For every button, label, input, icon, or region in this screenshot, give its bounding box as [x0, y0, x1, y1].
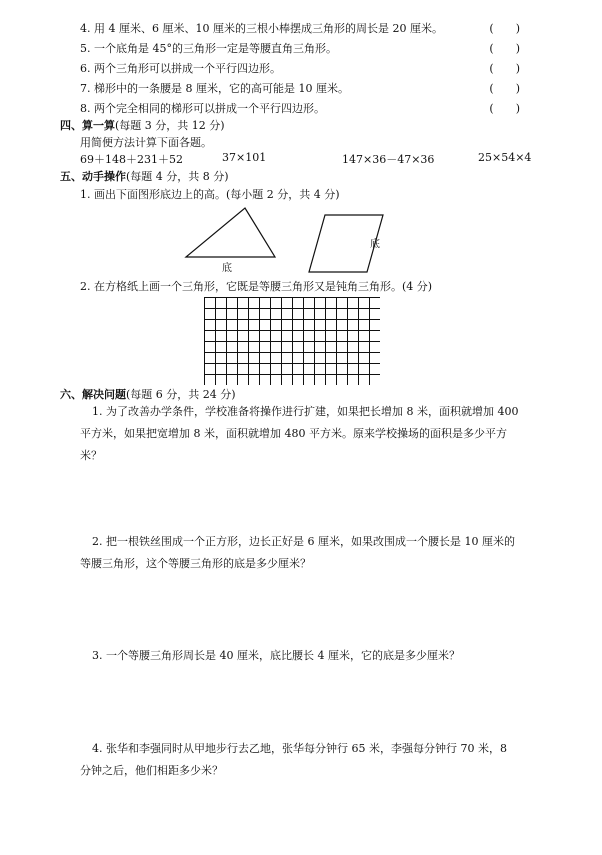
tf-item-8 [80, 100, 520, 116]
section6-title: 六、解决问题 [60, 388, 126, 401]
tf-item-text: 4. 用 4 厘米、6 厘米、10 厘米的三根小棒摆成三角形的周长是 20 厘米。 [80, 22, 443, 35]
answer-parentheses[interactable]: ( ) [489, 82, 520, 95]
section5-title: 五、动手操作 [60, 170, 126, 183]
section5-q1: 1. 画出下面图形底边上的高。(每小题 2 分，共 4 分) [80, 188, 340, 201]
word-problem-2: 2. 把一根铁丝围成一个正方形，边长正好是 6 厘米，如果改围成一个腰长是 10 厘米的等腰三角形，这个等腰三角形的底是多少厘米？ [80, 535, 515, 570]
tf-item-4 [80, 20, 520, 36]
tf-item-text: 5. 一个底角是 45°的三角形一定是等腰直角三角形。 [80, 42, 337, 55]
section5-score: (每题 4 分，共 8 分) [126, 170, 229, 183]
triangle-shape[interactable] [186, 208, 275, 257]
tf-item-text: 6. 两个三角形可以拼成一个平行四边形。 [80, 62, 281, 75]
grid-lines[interactable] [204, 297, 380, 385]
parallelogram-base-label: 底 [370, 239, 380, 250]
section5-heading [60, 168, 229, 184]
calc-problem-2: 37×101 [222, 151, 267, 164]
section4-heading [60, 117, 225, 133]
section5-q2: 2. 在方格纸上画一个三角形，它既是等腰三角形又是钝角三角形。(4 分) [80, 280, 433, 293]
word-problem-1: 1. 为了改善办学条件，学校准备将操作进行扩建，如果把长增加 8 米，面积就增加 400 平方米，如果把宽增加 8 米，面积就增加 480 平方米。原来学校操场的面积是多少平方米？ [80, 405, 519, 462]
word-problem-4: 4. 张华和李强同时从甲地步行去乙地，张华每分钟行 65 米，李强每分钟行 70 米，8 分钟之后，他们相距多少米？ [80, 742, 507, 777]
tf-item-text: 7. 梯形中的一条腰是 8 厘米，它的高可能是 10 厘米。 [80, 82, 349, 95]
section6-heading [60, 386, 236, 402]
section4-title: 四、算一算 [60, 119, 115, 132]
word-problem-3: 3. 一个等腰三角形周长是 40 厘米，底比腰长 4 厘米，它的底是多少厘米？ [92, 649, 460, 662]
answer-parentheses[interactable]: ( ) [489, 62, 520, 75]
answer-parentheses[interactable]: ( ) [489, 42, 520, 55]
calc-problem-4: 25×54×4 [478, 151, 532, 164]
tf-item-6 [80, 60, 520, 76]
section4-instruction: 用简便方法计算下面各题。 [80, 136, 212, 149]
section4-score: (每题 3 分，共 12 分) [115, 119, 225, 132]
grid-paper[interactable] [204, 297, 380, 377]
calc-problem-3: 147×36－47×36 [342, 153, 435, 166]
tf-item-5 [80, 40, 520, 56]
tf-item-7 [80, 80, 520, 96]
triangle-base-label: 底 [222, 263, 232, 274]
section6-score: (每题 6 分，共 24 分) [126, 388, 236, 401]
answer-parentheses[interactable]: ( ) [489, 102, 520, 115]
calc-problem-1: 69＋148＋231＋52 [80, 153, 183, 166]
tf-item-text: 8. 两个完全相同的梯形可以拼成一个平行四边形。 [80, 102, 325, 115]
answer-parentheses[interactable]: ( ) [489, 22, 520, 35]
